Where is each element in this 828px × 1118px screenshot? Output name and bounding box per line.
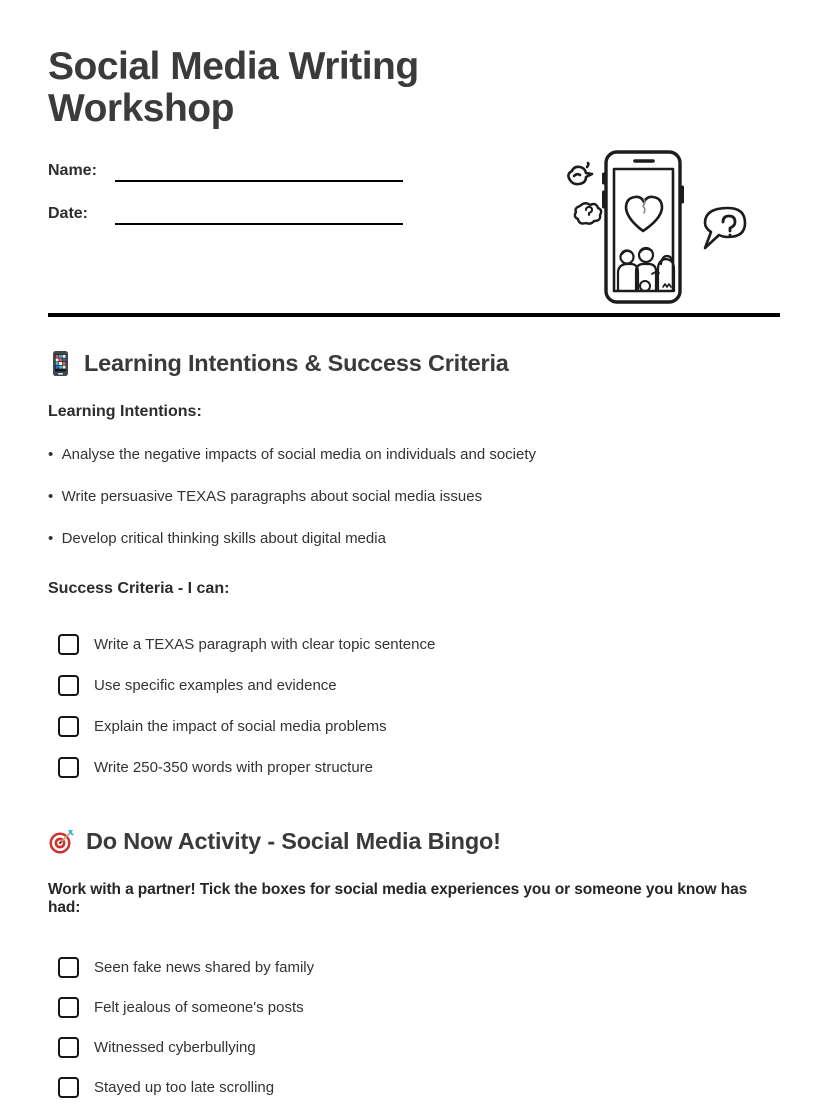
checkbox[interactable]: [58, 997, 79, 1018]
checklist-row: [48, 957, 780, 978]
checkbox-label: Seen fake news shared by family: [94, 959, 315, 977]
learning-bullet-1: • Analyse the negative impacts of social media on individuals and society: [48, 446, 780, 463]
broken-heart-icon: [626, 197, 662, 231]
checkbox-label: Felt jealous of someone's posts: [94, 999, 304, 1017]
checklist-row: [48, 634, 780, 655]
section-title-learning-text: Learning Intentions & Success Criteria: [84, 350, 509, 377]
checklist-row: [48, 675, 780, 696]
question-cloud-icon: [575, 203, 601, 223]
learning-bullet-2: • Write persuasive TEXAS paragraphs about social media issues: [48, 488, 780, 505]
checkbox[interactable]: [58, 957, 79, 978]
checklist-row: [48, 716, 780, 737]
bird-icon: [568, 163, 592, 184]
section-title-learning: [48, 350, 780, 377]
checkbox-label: Explain the impact of social media problems: [94, 718, 387, 736]
name-input[interactable]: [115, 160, 403, 182]
checkbox-label: Stayed up too late scrolling: [94, 1079, 275, 1097]
checkbox[interactable]: [58, 757, 79, 778]
success-criteria-checklist: [48, 634, 780, 778]
learning-intentions-heading: Learning Intentions:: [48, 403, 202, 421]
checklist-row: [48, 1037, 780, 1058]
section-title-do-now: [48, 828, 780, 855]
date-label: Date:: [48, 205, 89, 223]
checkbox[interactable]: [58, 675, 79, 696]
mobile-phone-emoji-icon: [48, 350, 73, 377]
checkbox[interactable]: [58, 1077, 79, 1098]
checklist-row: [48, 757, 780, 778]
checklist-row: [48, 997, 780, 1018]
phone-social-media-illustration: [540, 136, 770, 326]
name-label: Name:: [48, 162, 97, 180]
success-criteria-heading: Success Criteria - I can:: [48, 580, 230, 598]
dart-target-emoji-icon: [48, 828, 75, 855]
checkbox-label: Witnessed cyberbullying: [94, 1039, 256, 1057]
people-group-icon: [618, 248, 674, 291]
checkbox[interactable]: [58, 634, 79, 655]
checkbox-label: Use specific examples and evidence: [94, 677, 337, 695]
section-title-do-now-text: Do Now Activity - Social Media Bingo!: [86, 828, 501, 855]
question-bubble-icon: [705, 208, 745, 248]
checklist-row: [48, 1077, 780, 1098]
checkbox[interactable]: [58, 716, 79, 737]
checkbox-label: Write a TEXAS paragraph with clear topic sentence: [94, 636, 436, 654]
worksheet-page: [0, 46, 828, 1118]
learning-bullet-3: • Develop critical thinking skills about digital media: [48, 530, 780, 547]
checkbox[interactable]: [58, 1037, 79, 1058]
bingo-instruction: Work with a partner! Tick the boxes for social media experiences you or someone you know has had:: [48, 881, 748, 917]
bingo-checklist: [48, 957, 780, 1098]
checkbox-label: Write 250-350 words with proper structure: [94, 759, 374, 777]
date-input[interactable]: [115, 203, 403, 225]
smartphone-icon: [604, 152, 683, 302]
page-title: Social Media Writing Workshop: [48, 45, 419, 131]
